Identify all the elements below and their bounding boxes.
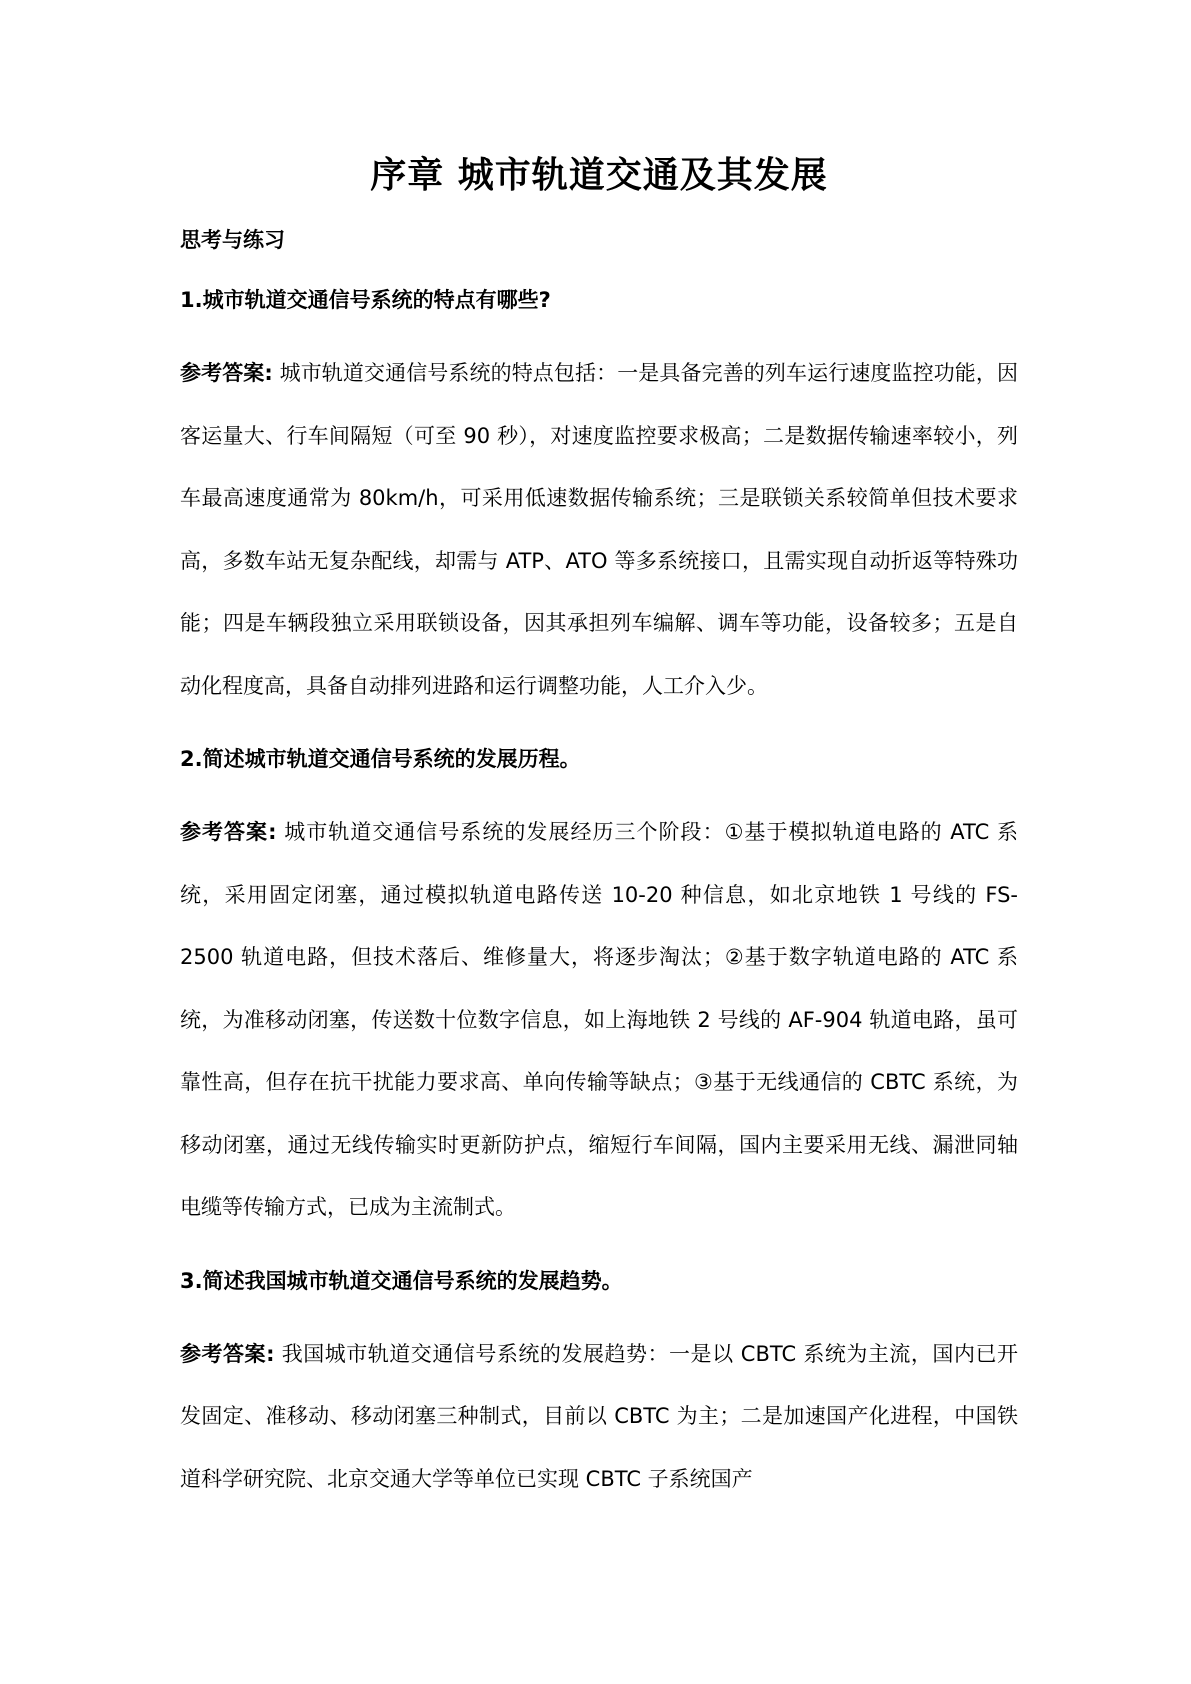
- question-2: 2.简述城市轨道交通信号系统的发展历程。: [180, 747, 581, 771]
- answer-label: 参考答案:: [180, 361, 273, 385]
- answer-text: 我国城市轨道交通信号系统的发展趋势：一是以 CBTC 系统为主流，国内已开发固定、准移动、移动闭塞三种制式，目前以 CBTC 为主；二是加速国产化进程，中国铁道科学研究院、北京交通大学等单位已实现 CBTC 子系统国产: [180, 1341, 1018, 1491]
- answer-text: 城市轨道交通信号系统的发展经历三个阶段：①基于模拟轨道电路的 ATC 系统，采用固定闭塞，通过模拟轨道电路传送 10-20 种信息，如北京地铁 1 号线的 FS-2500 轨道电路，但技术落后、维修量大，将逐步淘汰；②基于数字轨道电路的 ATC 系统，为准移动闭塞，传送数十位数字信息，如上海地铁 2 号线的 AF-904 轨道电路，虽可靠性高，但存在抗干扰能力要求高、单向传输等缺点；③基于无线通信的 CBTC 系统，为移动闭塞，通过无线传输实时更新防护点，缩短行车间隔，国内主要采用无线、漏泄同轴电缆等传输方式，已成为主流制式。: [180, 820, 1018, 1219]
- document-content: [180, 146, 1018, 1510]
- answer-1: [180, 342, 1018, 717]
- answer-label: 参考答案:: [180, 820, 277, 844]
- answer-label: 参考答案:: [180, 1341, 275, 1366]
- answer-2: [180, 801, 1018, 1239]
- answer-text: 城市轨道交通信号系统的特点包括：一是具备完善的列车运行速度监控功能，因客运量大、行车间隔短（可至 90 秒），对速度监控要求极高；二是数据传输速率较小，列车最高速度通常为 80km/h，可采用低速数据传输系统；三是联锁关系较简单但技术要求高，多数车站无复杂配线，却需与 ATP、ATO 等多系统接口，且需实现自动折返等特殊功能；四是车辆段独立采用联锁设备，因其承担列车编解、调车等功能，设备较多；五是自动化程度高，具备自动排列进路和运行调整功能，人工介入少。: [180, 361, 1018, 698]
- section-label: 思考与练习: [180, 228, 285, 252]
- chapter-title: 序章 城市轨道交通及其发展: [370, 155, 828, 196]
- question-1: 1.城市轨道交通信号系统的特点有哪些?: [180, 288, 551, 312]
- question-3: 3.简述我国城市轨道交通信号系统的发展趋势。: [180, 1268, 623, 1293]
- answer-3: [180, 1323, 1018, 1511]
